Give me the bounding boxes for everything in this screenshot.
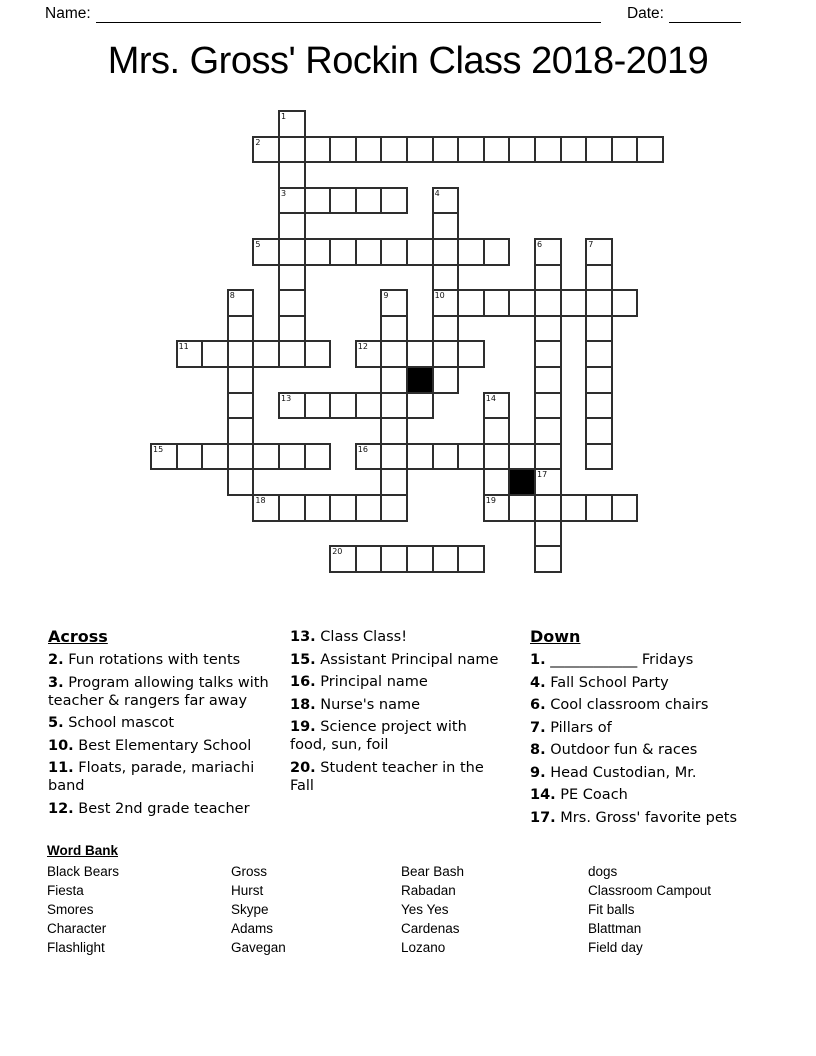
crossword-cell bbox=[611, 136, 639, 164]
clue-item: 15. Assistant Principal name bbox=[290, 651, 499, 668]
clue-number: 14. bbox=[530, 787, 556, 803]
crossword-cell bbox=[585, 443, 613, 471]
crossword-cell bbox=[380, 187, 408, 215]
word-bank-word: Blattman bbox=[588, 921, 642, 936]
crossword-cell bbox=[329, 392, 357, 420]
crossword-cell bbox=[355, 187, 383, 215]
cell-number: 16 bbox=[357, 444, 368, 454]
crossword-cell bbox=[304, 340, 332, 368]
cell-number: 6 bbox=[537, 240, 543, 249]
crossword-cell bbox=[585, 340, 613, 368]
date-blank-line bbox=[669, 6, 741, 23]
cell-number: 19 bbox=[485, 496, 496, 505]
word-bank-word: Cardenas bbox=[401, 921, 460, 936]
clue-number: 2. bbox=[48, 652, 64, 668]
crossword-cell bbox=[508, 443, 536, 471]
crossword-cell bbox=[534, 289, 562, 317]
clue-number: 6. bbox=[530, 697, 546, 713]
crossword-cell bbox=[380, 443, 408, 471]
crossword-cell bbox=[227, 340, 255, 368]
clue-number: 12. bbox=[48, 800, 74, 817]
crossword-cell bbox=[483, 136, 511, 164]
crossword-cell bbox=[227, 468, 255, 496]
black-cell bbox=[406, 366, 434, 394]
crossword-cell bbox=[534, 545, 562, 573]
across-clues-column-2 bbox=[290, 628, 502, 799]
clue-number: 20. bbox=[290, 759, 316, 776]
clue-item: 2. Fun rotations with tents bbox=[48, 652, 241, 668]
clue-item: 14. PE Coach bbox=[530, 787, 628, 803]
word-bank-word: dogs bbox=[588, 864, 618, 879]
crossword-cell bbox=[329, 238, 357, 266]
clue-item: 18. Nurse's name bbox=[290, 696, 421, 713]
crossword-cell bbox=[534, 136, 562, 164]
clue-number: 5. bbox=[48, 715, 64, 731]
crossword-cell bbox=[534, 315, 562, 343]
crossword-cell bbox=[432, 443, 460, 471]
crossword-cell bbox=[278, 238, 306, 266]
date-label: Date: bbox=[626, 5, 664, 22]
word-bank-word: Character bbox=[47, 921, 107, 936]
cell-number: 7 bbox=[588, 240, 594, 249]
word-bank-column bbox=[588, 862, 711, 957]
clue-item: 6. Cool classroom chairs bbox=[530, 697, 709, 713]
crossword-cell bbox=[585, 315, 613, 343]
crossword-cell bbox=[432, 366, 460, 394]
crossword-cell bbox=[329, 187, 357, 215]
crossword-cell bbox=[406, 545, 434, 573]
crossword-cell bbox=[227, 366, 255, 394]
crossword-cell bbox=[278, 289, 306, 317]
crossword-cell bbox=[585, 392, 613, 420]
crossword-cell bbox=[585, 289, 613, 317]
crossword-cell bbox=[278, 136, 306, 164]
word-bank-word: Bear Bash bbox=[401, 864, 465, 879]
clue-item: 19. Science project with food, sun, foil bbox=[290, 719, 467, 753]
clue-number: 19. bbox=[290, 719, 316, 735]
cell-number: 11 bbox=[178, 342, 189, 352]
word-bank-word: Adams bbox=[231, 921, 274, 936]
word-bank-word: Flashlight bbox=[47, 940, 105, 955]
crossword-cell bbox=[227, 443, 255, 471]
black-cell bbox=[508, 468, 536, 496]
crossword-cell bbox=[227, 315, 255, 343]
crossword-cell bbox=[432, 238, 460, 266]
crossword-cell bbox=[457, 545, 485, 573]
cell-number: 12 bbox=[357, 342, 368, 352]
cell-number: 5 bbox=[255, 240, 261, 249]
clue-item: 4. Fall School Party bbox=[530, 674, 669, 691]
crossword-cell bbox=[380, 136, 408, 164]
word-bank-word: Lozano bbox=[401, 940, 446, 955]
crossword-cell bbox=[329, 136, 357, 164]
clue-number: 1. bbox=[530, 652, 546, 668]
name-label: Name: bbox=[45, 5, 91, 22]
crossword-cell bbox=[380, 392, 408, 420]
crossword-cell bbox=[585, 264, 613, 292]
crossword-cell bbox=[483, 289, 511, 317]
cell-number: 1 bbox=[281, 112, 287, 121]
crossword-cell bbox=[406, 392, 434, 420]
clue-item: 13. Class Class! bbox=[290, 629, 408, 645]
word-bank-column bbox=[231, 862, 286, 957]
crossword-cell bbox=[201, 340, 229, 368]
crossword-cell bbox=[278, 315, 306, 343]
clue-number: 15. bbox=[290, 651, 316, 668]
crossword-cell bbox=[611, 494, 639, 522]
crossword-cell bbox=[432, 545, 460, 573]
cell-number: 2 bbox=[255, 137, 261, 147]
down-clues-column bbox=[530, 628, 804, 831]
clue-number: 10. bbox=[48, 737, 74, 754]
crossword-cell bbox=[201, 443, 229, 471]
word-bank-word: Rabadan bbox=[401, 883, 456, 898]
clue-item: 5. School mascot bbox=[48, 715, 175, 731]
crossword-cell bbox=[304, 392, 332, 420]
across-clues-column bbox=[48, 628, 276, 822]
crossword-cell bbox=[432, 212, 460, 240]
word-bank-header: Word Bank bbox=[47, 843, 119, 858]
crossword-cell bbox=[508, 494, 536, 522]
crossword-cell bbox=[278, 494, 306, 522]
clue-number: 3. bbox=[48, 674, 64, 691]
cell-number: 3 bbox=[281, 188, 287, 198]
clue-number: 13. bbox=[290, 629, 316, 645]
word-bank-column bbox=[401, 862, 464, 957]
crossword-cell bbox=[457, 340, 485, 368]
crossword-cell bbox=[406, 443, 434, 471]
word-bank-word: Gavegan bbox=[231, 940, 286, 955]
clue-number: 11. bbox=[48, 760, 74, 776]
word-bank-word: Field day bbox=[588, 940, 643, 955]
crossword-cell bbox=[380, 545, 408, 573]
crossword-cell bbox=[534, 392, 562, 420]
crossword-cell bbox=[457, 443, 485, 471]
crossword-cell bbox=[380, 468, 408, 496]
cell-number: 4 bbox=[434, 188, 440, 198]
crossword-cell bbox=[278, 212, 306, 240]
word-bank-word: Fit balls bbox=[588, 902, 635, 917]
clue-number: 16. bbox=[290, 674, 316, 690]
crossword-cell bbox=[380, 494, 408, 522]
name-date-row bbox=[45, 5, 741, 23]
down-header: Down bbox=[530, 627, 581, 646]
word-bank-word: Smores bbox=[47, 902, 94, 917]
crossword-cell bbox=[560, 494, 588, 522]
clue-item: 16. Principal name bbox=[290, 674, 428, 690]
clue-item: 3. Program allowing talks with teacher & rangers far away bbox=[48, 674, 269, 709]
crossword-cell bbox=[534, 443, 562, 471]
crossword-cell bbox=[585, 136, 613, 164]
cell-number: 13 bbox=[281, 393, 292, 403]
clue-number: 7. bbox=[530, 719, 546, 736]
crossword-cell bbox=[534, 340, 562, 368]
crossword-cell bbox=[380, 340, 408, 368]
clue-item: 12. Best 2nd grade teacher bbox=[48, 800, 250, 817]
cell-number: 8 bbox=[229, 291, 235, 301]
clue-item: 10. Best Elementary School bbox=[48, 737, 252, 754]
crossword-cell bbox=[534, 264, 562, 292]
word-bank-word: Black Bears bbox=[47, 864, 120, 879]
crossword-cell bbox=[534, 494, 562, 522]
crossword-cell bbox=[508, 289, 536, 317]
word-bank-column bbox=[47, 862, 119, 957]
crossword-cell bbox=[560, 136, 588, 164]
crossword-cell bbox=[406, 136, 434, 164]
clue-item: 20. Student teacher in the Fall bbox=[290, 759, 484, 794]
crossword-cell bbox=[304, 238, 332, 266]
crossword-cell bbox=[278, 443, 306, 471]
crossword-cell bbox=[534, 520, 562, 548]
word-bank-word: Classroom Campout bbox=[588, 883, 712, 898]
crossword-cell bbox=[227, 392, 255, 420]
crossword-cell bbox=[380, 417, 408, 445]
across-header: Across bbox=[48, 627, 108, 646]
crossword-cell bbox=[355, 136, 383, 164]
crossword-cell bbox=[380, 238, 408, 266]
page-title: Mrs. Gross' Rockin Class 2018-2019 bbox=[107, 40, 709, 82]
crossword-cell bbox=[329, 494, 357, 522]
clue-item: 9. Head Custodian, Mr. bbox=[530, 764, 697, 781]
crossword-cell bbox=[252, 340, 280, 368]
crossword-cell bbox=[432, 315, 460, 343]
crossword-cell bbox=[278, 340, 306, 368]
crossword-cell bbox=[432, 136, 460, 164]
crossword-cell bbox=[227, 417, 255, 445]
crossword-cell bbox=[636, 136, 664, 164]
cell-number: 15 bbox=[153, 444, 164, 454]
clue-number: 9. bbox=[530, 764, 546, 781]
crossword-cell bbox=[508, 136, 536, 164]
cell-number: 10 bbox=[434, 291, 445, 301]
crossword-cell bbox=[560, 289, 588, 317]
crossword-cell bbox=[585, 494, 613, 522]
crossword-cell bbox=[278, 161, 306, 189]
crossword-cell bbox=[355, 545, 383, 573]
word-bank bbox=[47, 843, 792, 963]
crossword-cell bbox=[457, 289, 485, 317]
crossword-cell bbox=[355, 494, 383, 522]
name-blank-line bbox=[96, 6, 601, 23]
crossword-cell bbox=[406, 340, 434, 368]
cell-number: 9 bbox=[383, 291, 389, 301]
crossword-cell bbox=[176, 443, 204, 471]
crossword-cell bbox=[585, 366, 613, 394]
word-bank-word: Skype bbox=[231, 902, 269, 917]
crossword-cell bbox=[278, 264, 306, 292]
crossword-cell bbox=[380, 315, 408, 343]
crossword-cell bbox=[534, 417, 562, 445]
crossword-cell bbox=[457, 136, 485, 164]
crossword-grid bbox=[150, 110, 666, 574]
crossword-cell bbox=[355, 392, 383, 420]
cell-number: 14 bbox=[485, 393, 496, 403]
crossword-cell bbox=[304, 443, 332, 471]
crossword-cell bbox=[380, 366, 408, 394]
cell-number: 20 bbox=[332, 547, 343, 557]
crossword-cell bbox=[483, 468, 511, 496]
clue-number: 8. bbox=[530, 742, 546, 758]
crossword-cell bbox=[304, 494, 332, 522]
word-bank-word: Gross bbox=[231, 864, 268, 879]
crossword-cell bbox=[432, 264, 460, 292]
clue-item: 11. Floats, parade, mariachi band bbox=[48, 760, 255, 794]
crossword-cell bbox=[534, 366, 562, 394]
crossword-cell bbox=[355, 238, 383, 266]
clue-number: 18. bbox=[290, 696, 316, 713]
cell-number: 17 bbox=[537, 470, 548, 480]
crossword-cell bbox=[252, 443, 280, 471]
cell-number: 18 bbox=[255, 496, 266, 505]
crossword-cell bbox=[304, 136, 332, 164]
crossword-cell bbox=[457, 238, 485, 266]
crossword-cell bbox=[483, 238, 511, 266]
word-bank-word: Hurst bbox=[231, 883, 264, 898]
clue-item: 17. Mrs. Gross' favorite pets bbox=[530, 809, 738, 826]
crossword-cell bbox=[432, 340, 460, 368]
word-bank-word: Yes Yes bbox=[401, 902, 449, 917]
crossword-cell bbox=[483, 443, 511, 471]
clue-number: 4. bbox=[530, 674, 546, 691]
clue-number: 17. bbox=[530, 809, 556, 826]
crossword-cell bbox=[483, 417, 511, 445]
word-bank-word: Fiesta bbox=[47, 883, 84, 898]
crossword-cell bbox=[304, 187, 332, 215]
clue-item: 7. Pillars of bbox=[530, 719, 612, 736]
clue-item: 1. ____________ Fridays bbox=[530, 652, 694, 668]
crossword-cell bbox=[611, 289, 639, 317]
clue-item: 8. Outdoor fun & races bbox=[530, 742, 698, 758]
crossword-cell bbox=[406, 238, 434, 266]
crossword-cell bbox=[585, 417, 613, 445]
